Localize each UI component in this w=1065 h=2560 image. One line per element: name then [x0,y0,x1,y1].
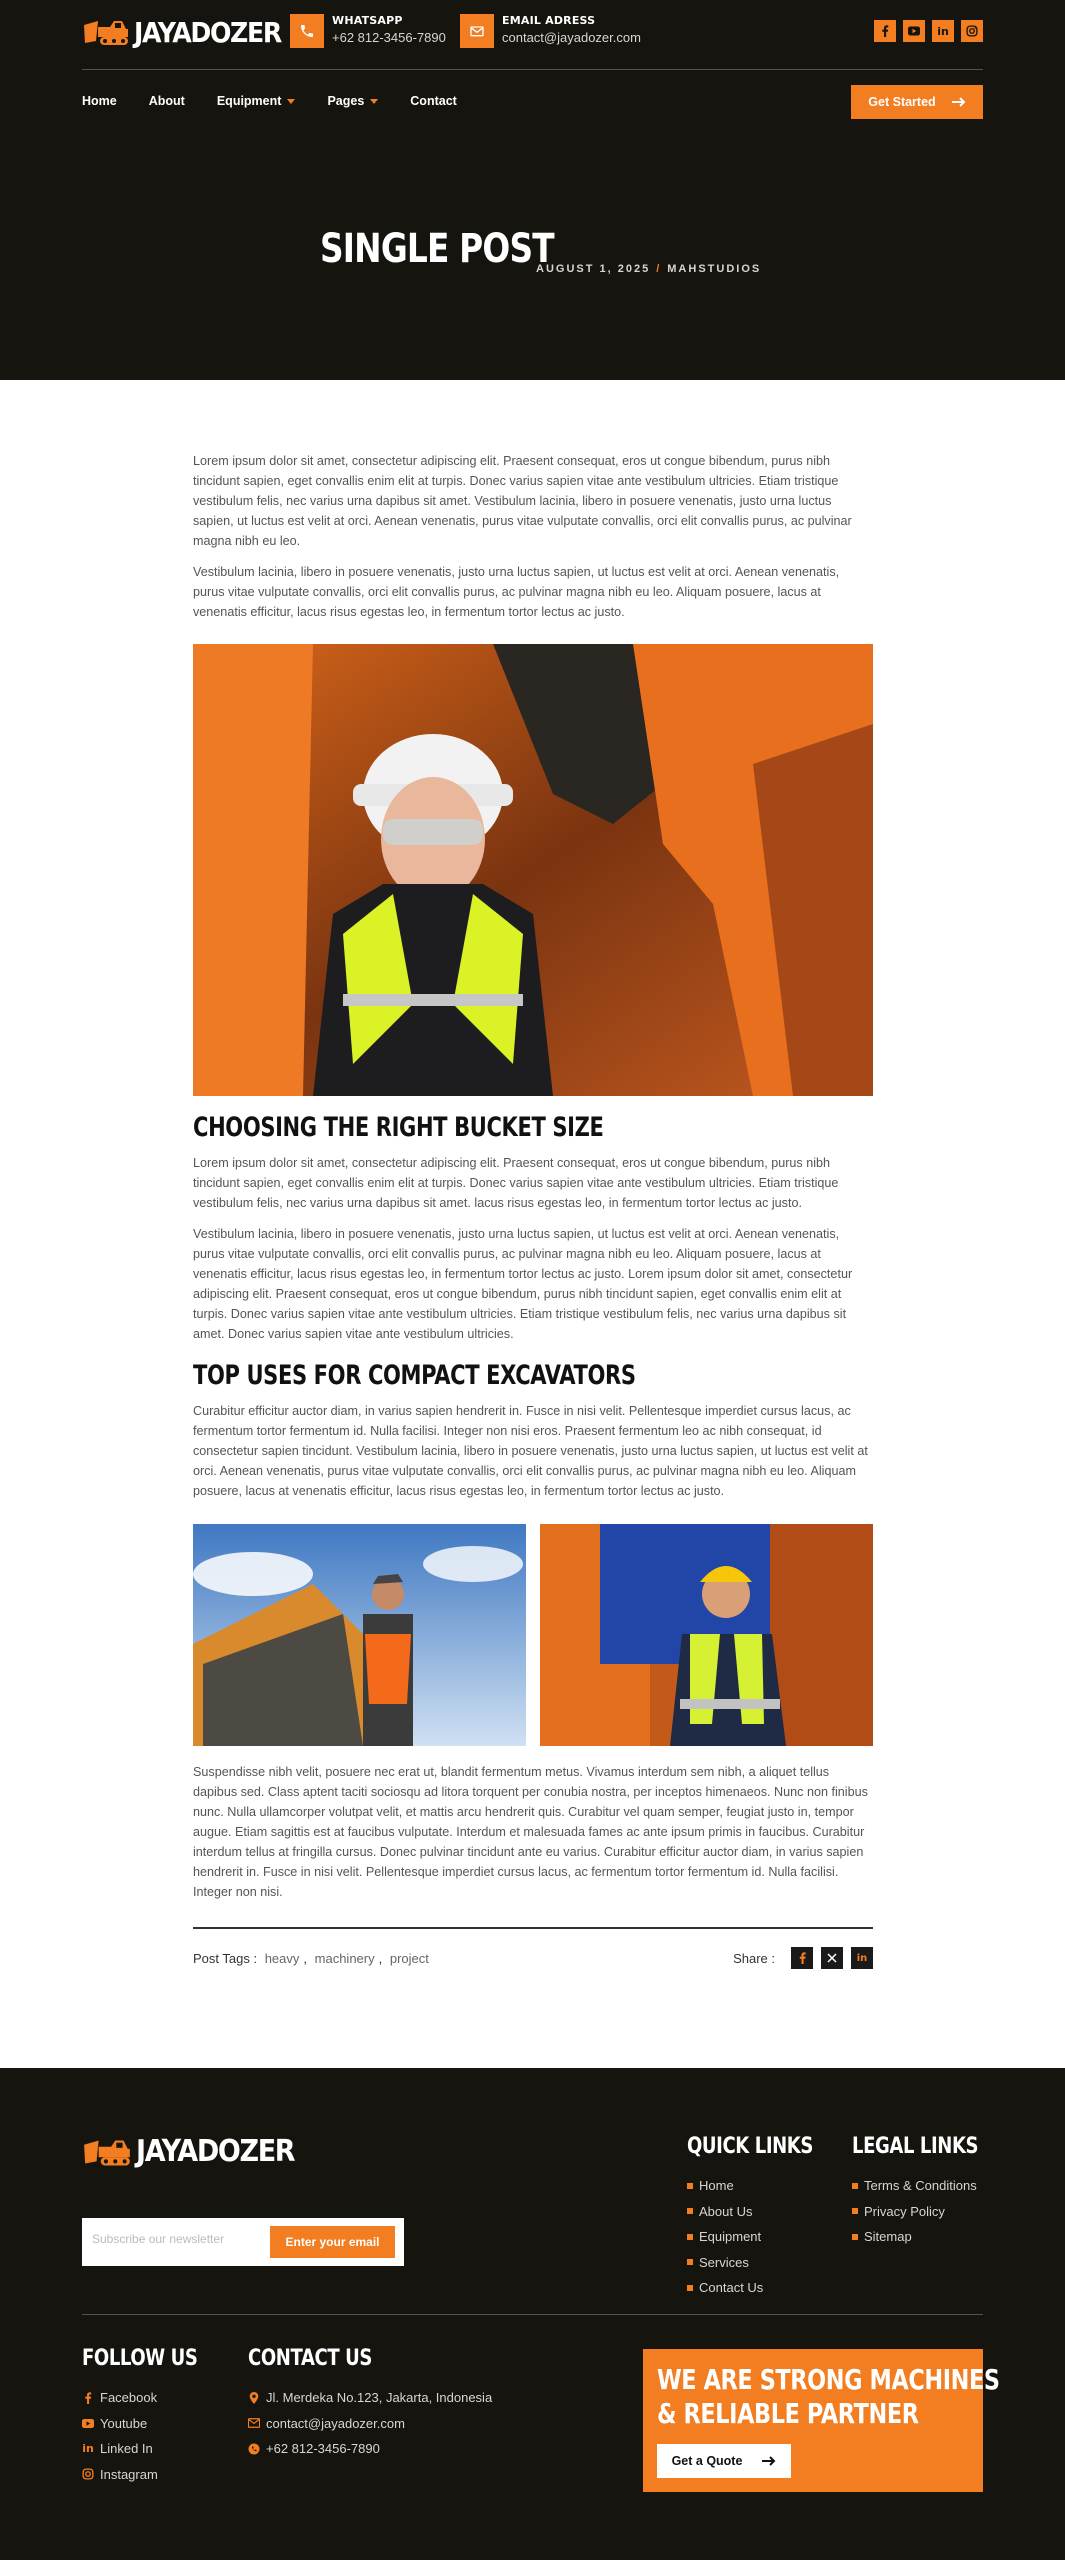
quick-link[interactable]: Contact Us [687,2275,841,2301]
featured-image-worker [193,644,873,1096]
top-bar [82,0,983,70]
legal-link[interactable]: Terms & Conditions [852,2173,1006,2199]
follow-facebook[interactable]: Facebook [82,2385,223,2411]
whatsapp-contact[interactable] [290,14,446,48]
closing-paragraph: Suspendisse nibh velit, posuere nec erat ut, blandit fermentum metus. Vivamus interdum sem nibh, a aliquet tellus dapibus sed. Class aptent taciti sociosqu ad litora torquent per conubia nostra, per inceptos himenaeos. Nunc non finibus nunc. Nulla ullamcorper volutpat velit, et mattis arcu hendrerit quis. Curabitur vel quam semper, feugiat justo in, tempor augue. Etiam sagittis est at faucibus vulputate. Interdum et malesuada fames ac ante ipsum primis in faucibus. Curabitur interdum tellus at fringilla cursus. Donec pulvinar tincidunt ante eu varius. Curabitur efficitur auctor diam, in varius sapien hendrerit in. Fusce in nisi velit. Pellentesque imperdiet cursus lacus, ac fermentum tortor fermentum id. Nulla facilisi. Integer non nisi. [193,1765,868,1899]
whatsapp-label: WHATSAPP [332,14,403,27]
follow-us [82,2346,223,2487]
brand-logo[interactable] [82,14,297,50]
get-started-button[interactable]: Get Started [851,85,983,119]
square-bullet-icon [852,2208,858,2214]
section-heading: TOP USES FOR COMPACT EXCAVATORS [193,1360,636,1391]
square-bullet-icon [687,2183,693,2189]
email-contact[interactable] [460,14,641,48]
newsletter-form [82,2218,404,2266]
post-footer [193,1927,873,1979]
site-footer [0,2068,1065,2560]
get-quote-button[interactable]: Get a Quote [657,2444,791,2478]
arrow-right-icon [952,97,966,107]
facebook-icon [82,2392,94,2404]
bulldozer-icon [82,2136,134,2168]
phone-icon [248,2443,260,2455]
section-paragraph: Curabitur efficitur auctor diam, in varius sapien hendrerit in. Fusce in nisi velit. Pellentesque imperdiet cursus lacus, ac fermentum tortor fermentum id. Nulla facilisi. Integer non nisi eros. Praesent fermentum leo ac nibh consequat, id consectetur sapien tincidunt. Vestibulum lacinia, libero in posuere venenatis, justo urna luctus sapien, ut luctus est velit at orci. Aenean venenatis, purus vitae vulputate convallis, orci elit convallis purus, ac pulvinar magna nibh eu leo. Aliquam posuere, lacus at venenatis efficitur, lacus risus egestas leo, in fermentum tortor lectus ac justo. [193,1404,868,1498]
follow-us-title: FOLLOW US [82,2346,198,2371]
nav-contact[interactable]: Contact [410,94,457,108]
quick-links [687,2134,841,2301]
youtube-icon [82,2417,94,2429]
x-twitter-icon[interactable] [821,1947,843,1969]
contact-us [248,2346,492,2462]
brand-name: JAYADOZER [136,2134,295,2169]
arrow-right-icon [762,2456,776,2466]
intro-paragraph: Lorem ipsum dolor sit amet, consectetur adipiscing elit. Praesent consequat, eros ut congue bibendum, purus nibh tincidunt sapien, eget convallis enim elit at turpis. Donec varius sapien vitae ante vestibulum ultricies. Etiam tristique vestibulum felis, nec varius urna dapibus sit amet. Vestibulum lacinia, libero in posuere venenatis, justo urna luctus sapien, ut luctus est velit at orci. Aenean venenatis, purus vitae vulputate convallis, orci elit convallis purus, ac pulvinar magna nibh eu leo. [193,454,852,548]
image-gallery [193,1524,873,1746]
contact-email[interactable]: contact@jayadozer.com [248,2411,492,2437]
legal-link[interactable]: Sitemap [852,2224,1006,2250]
section-paragraph: Lorem ipsum dolor sit amet, consectetur adipiscing elit. Praesent consequat, eros ut congue bibendum, purus nibh tincidunt sapien, eget convallis enim elit at turpis. Donec varius sapien vitae ante vestibulum ultricies. Etiam tristique vestibulum felis, nec varius urna dapibus sit amet. lacus risus egestas leo, in fermentum tortor lectus ac justo. [193,1156,839,1210]
contact-phone[interactable]: +62 812-3456-7890 [248,2436,492,2462]
tag-link[interactable]: machinery [314,1951,375,1966]
post-meta [536,263,761,275]
square-bullet-icon [687,2234,693,2240]
linkedin-icon: in [82,2442,94,2456]
share-bar [733,1947,873,1969]
email-address[interactable]: contact@jayadozer.com [502,30,641,45]
quick-link[interactable]: Home [687,2173,841,2199]
follow-linkedin[interactable]: in Linked In [82,2441,153,2457]
contact-us-title: CONTACT US [248,2346,372,2371]
quick-link[interactable]: Equipment [687,2224,841,2250]
footer-logo[interactable] [82,2134,312,2169]
post-date: AUGUST 1, 2025 [536,263,651,275]
section-heading: CHOOSING THE RIGHT BUCKET SIZE [193,1112,604,1143]
quick-link[interactable]: Services [687,2250,841,2276]
nav-home[interactable]: Home [82,94,117,108]
gallery-image-excavator-operator [193,1524,526,1746]
nav-about[interactable]: About [148,94,185,108]
legal-links-title: LEGAL LINKS [852,2134,979,2159]
whatsapp-number[interactable]: +62 812-3456-7890 [332,30,446,45]
follow-youtube[interactable]: Youtube [82,2411,223,2437]
promo-card [643,2349,1000,2492]
facebook-icon[interactable] [874,20,896,42]
tag-link[interactable]: heavy [264,1951,300,1966]
chevron-down-icon [287,99,295,104]
gallery-image-smiling-engineer [540,1524,873,1746]
header-social [874,20,983,42]
tags-label: Post Tags : [193,1951,258,1966]
article-body [193,380,873,1979]
linkedin-icon[interactable]: in [851,1947,873,1969]
site-header [0,0,1065,380]
nav-equipment[interactable]: Equipment [217,94,296,108]
youtube-icon[interactable] [903,20,925,42]
envelope-icon [248,2417,260,2429]
email-label: EMAIL ADRESS [502,14,596,27]
main-nav [82,84,983,120]
intro-paragraph: Vestibulum lacinia, libero in posuere venenatis, justo urna luctus sapien, ut luctus est velit at orci. Aenean venenatis, purus vitae vulputate convallis, orci elit convallis purus, ac pulvinar magna nibh eu leo. Aliquam posuere, lacus at venenatis efficitur, lacus risus egestas leo, in fermentum tortor lectus ac justo. [193,565,840,619]
phone-icon [290,14,324,48]
square-bullet-icon [687,2259,693,2265]
page-title: SINGLE POST [320,226,554,272]
square-bullet-icon [687,2285,693,2291]
instagram-icon [82,2468,94,2480]
facebook-icon[interactable] [791,1947,813,1969]
instagram-icon[interactable] [961,20,983,42]
square-bullet-icon [852,2234,858,2240]
quick-links-title: QUICK LINKS [687,2134,813,2159]
map-pin-icon [248,2392,260,2404]
newsletter-submit-button[interactable]: Enter your email [270,2226,395,2258]
legal-links [852,2134,1006,2250]
bulldozer-icon [82,17,132,47]
post-author[interactable]: MAHSTUDIOS [667,263,762,275]
brand-name: JAYADOZER [134,15,281,49]
nav-pages[interactable]: Pages [327,94,378,108]
square-bullet-icon [852,2183,858,2189]
section-paragraph: Vestibulum lacinia, libero in posuere venenatis, justo urna luctus sapien, ut luctus est velit at orci. Aenean venenatis, purus vitae vulputate convallis, orci elit convallis purus, ac pulvinar magna nibh eu leo. Aliquam posuere, lacus at venenatis efficitur, lacus risus egestas leo, in fermentum tortor lectus ac justo. Lorem ipsum dolor sit amet, consectetur adipiscing elit. Praesent consequat, eros ut congue bibendum, purus nibh tincidunt sapien, eget convallis enim elit at turpis. Donec varius sapien vitae ante vestibulum ultricies. Etiam tristique vestibulum felis, nec varius urna dapibus sit amet. Donec varius sapien vitae ante vestibulum ultricies. [193,1227,853,1341]
legal-link[interactable]: Privacy Policy [852,2199,1006,2225]
share-label: Share : [733,1950,775,1966]
post-tags: Post Tags : heavy , machinery , project [193,1951,429,1966]
meta-separator: / [656,263,662,275]
promo-title: WE ARE STRONG MACHINES & RELIABLE PARTNER [657,2363,1000,2430]
chevron-down-icon [370,99,378,104]
newsletter-input[interactable] [92,2232,262,2246]
tag-link[interactable]: project [389,1951,429,1966]
contact-address: Jl. Merdeka No.123, Jakarta, Indonesia [248,2385,492,2411]
footer-divider [82,2314,983,2315]
follow-instagram[interactable]: Instagram [82,2462,223,2488]
square-bullet-icon [687,2208,693,2214]
linkedin-icon[interactable]: in [932,20,954,42]
quick-link[interactable]: About Us [687,2199,841,2225]
envelope-icon [460,14,494,48]
